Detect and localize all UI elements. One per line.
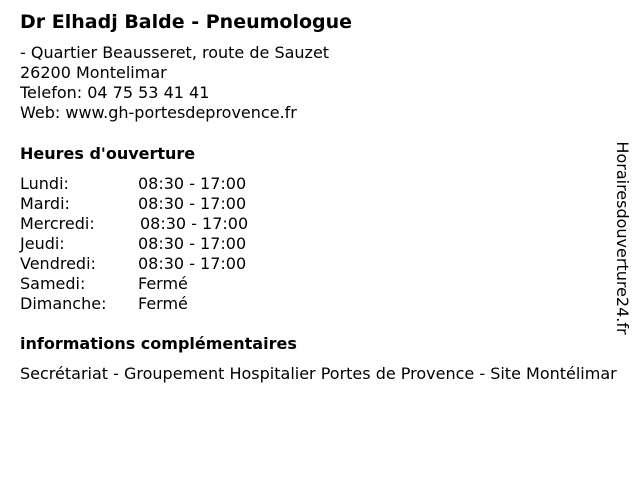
day-label: Jeudi: [20, 234, 65, 253]
opening-hours-heading: Heures d'ouverture [20, 144, 196, 163]
day-label: Samedi: [20, 274, 86, 293]
website-link[interactable]: Web: www.gh-portesdeprovence.fr [20, 103, 297, 122]
site-watermark: Horairesdouverture24.fr [613, 141, 632, 335]
day-label: Mercredi: [20, 214, 95, 233]
additional-info-heading: informations complémentaires [20, 334, 297, 353]
time-value: 08:30 - 17:00 [138, 234, 247, 253]
day-label: Lundi: [20, 174, 69, 193]
time-value: 08:30 - 17:00 [138, 174, 247, 193]
page-title: Dr Elhadj Balde - Pneumologue [20, 11, 353, 33]
address-line-city: 26200 Montelimar [20, 63, 167, 82]
time-value: Fermé [138, 294, 188, 313]
time-value: Fermé [138, 274, 188, 293]
phone-number: Telefon: 04 75 53 41 41 [20, 83, 210, 102]
day-label: Mardi: [20, 194, 70, 213]
day-label: Dimanche: [20, 294, 107, 313]
time-value: 08:30 - 17:00 [138, 194, 247, 213]
address-line-street: - Quartier Beausseret, route de Sauzet [20, 43, 330, 62]
time-value: 08:30 - 17:00 [140, 214, 249, 233]
day-label: Vendredi: [20, 254, 96, 273]
additional-info-text: Secrétariat - Groupement Hospitalier Portes de Provence - Site Montélimar [20, 364, 617, 383]
time-value: 08:30 - 17:00 [138, 254, 247, 273]
